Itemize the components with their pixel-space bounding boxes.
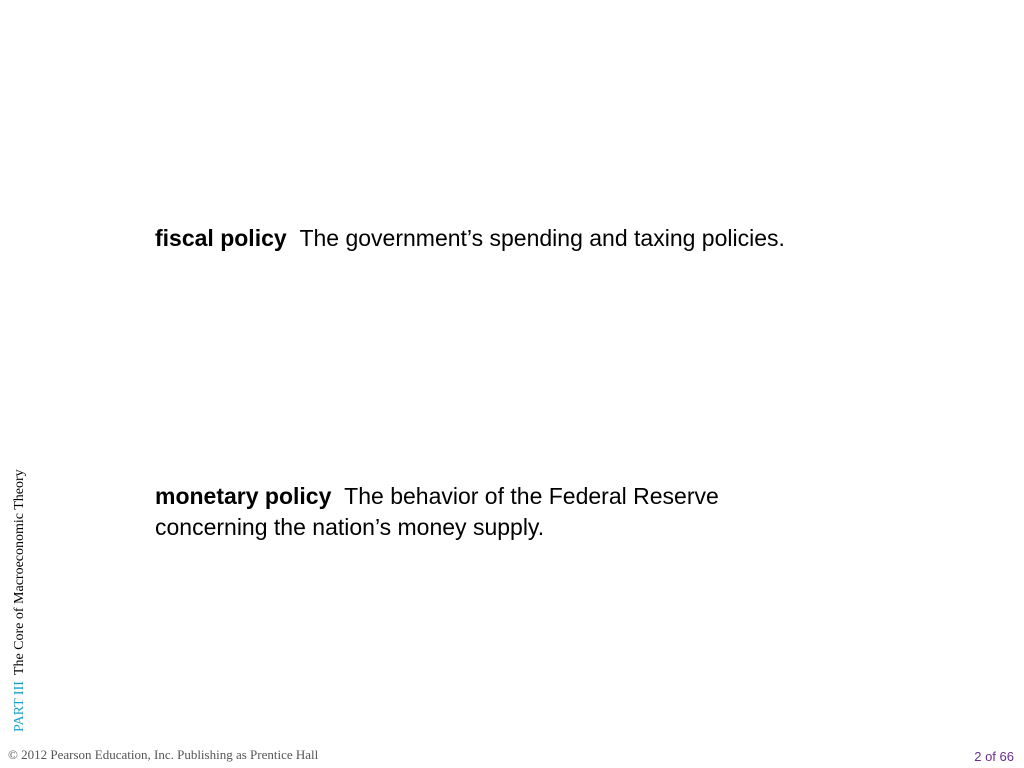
definition-term: monetary policy [155,483,332,509]
part-title: The Core of Macroeconomic Theory [12,469,27,676]
part-number: PART III [12,681,27,732]
slide-page-number: 2 of 66 [974,749,1014,764]
definition-monetary-policy [155,481,835,543]
definition-term: fiscal policy [155,225,287,251]
part-sidebar-label [11,469,29,732]
copyright-notice: © 2012 Pearson Education, Inc. Publishing as Prentice Hall [8,747,319,762]
definition-fiscal-policy [155,223,915,254]
definition-text: The behavior of the Federal Reserve concerning the nation’s money supply. [155,483,719,540]
definition-text: The government’s spending and taxing policies. [299,225,785,251]
